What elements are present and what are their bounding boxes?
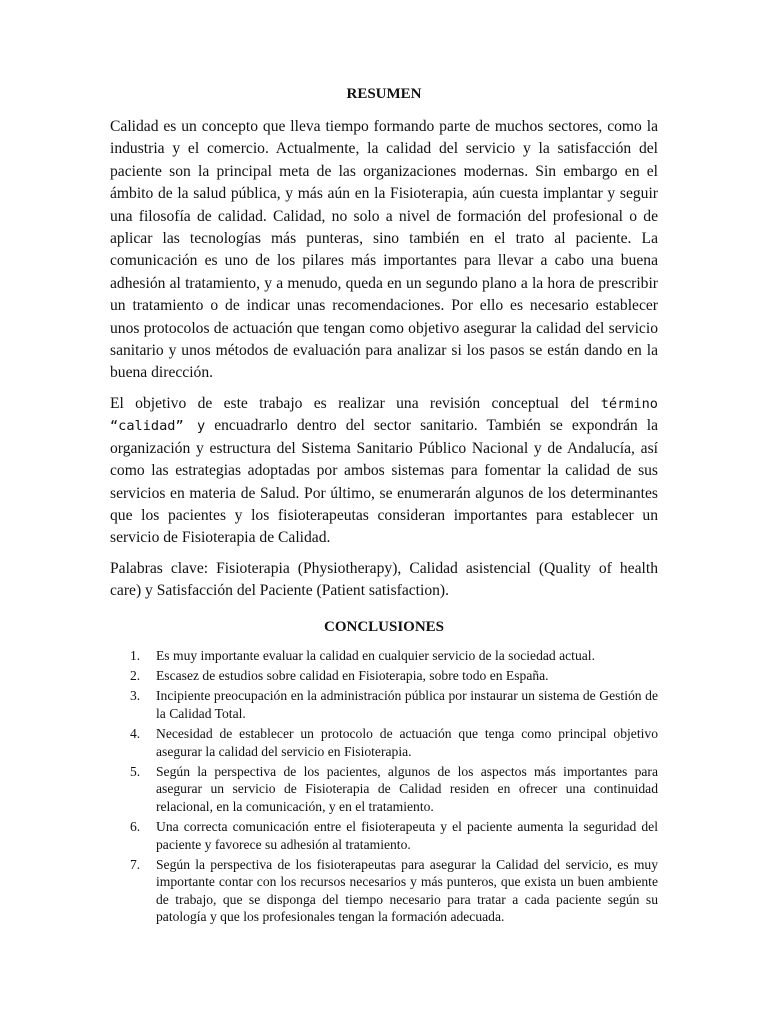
conclusion-number: 2.	[130, 667, 141, 683]
conclusion-number: 5.	[130, 763, 141, 779]
conclusion-text: Según la perspectiva de los fisioterapeutas para asegurar la Calidad del servicio, es muy importante contar con los recursos necesarios y más punteros, que exista un buen ambiente de trabajo, que se disponga del tiempo necesario para tratar a cada paciente según su patología y que los profesionales tengan la formación adecuada.	[156, 857, 658, 925]
conclusions-list	[110, 647, 658, 926]
document-page	[110, 84, 658, 929]
conclusion-text: Necesidad de establecer un protocolo de actuación que tenga como principal objetivo asegurar la calidad del servicio en Fisioterapia.	[156, 726, 658, 759]
conclusion-number: 6.	[130, 819, 141, 835]
conclusion-item	[110, 818, 658, 853]
conclusion-item	[110, 763, 658, 815]
conclusion-number: 1.	[130, 647, 141, 663]
conclusion-text: Incipiente preocupación en la administración pública por instaurar un sistema de Gestión de la Calidad Total.	[156, 688, 658, 721]
conclusiones-heading: CONCLUSIONES	[323, 618, 445, 635]
conclusion-item	[110, 647, 658, 664]
abstract-paragraph-2	[110, 393, 658, 550]
conclusion-number: 7.	[130, 857, 141, 872]
conclusion-item	[110, 667, 658, 684]
abstract-paragraph-1: Calidad es un concepto que lleva tiempo formando parte de muchos sectores, como la industria y el comercio. Actualmente, la calidad del servicio y la satisfacción del paciente son la principal meta de las organizaciones modernas. Sin embargo en el ámbito de la salud pública, y más aún en la Fisioterapia, aún cuesta implantar y seguir una filosofía de calidad. Calidad, no solo a nivel de formación del profesional o de aplicar las tecnologías más punteras, sino también en el trato al paciente. La comunicación es uno de los pilares más importantes para llevar a cabo una buena adhesión al tratamiento, y a menudo, queda en un segundo plano a la hora de prescribir un tratamiento o de indicar unas recomendaciones. Por ello es necesario establecer unos protocolos de actuación que tengan como objetivo asegurar la calidad del servicio sanitario y unos métodos de evaluación para analizar si los pasos se están dando en la buena dirección.	[110, 118, 658, 382]
abstract-paragraph-2-end: encuadrarlo dentro del sector sanitario. También se expondrán la organización y estructura del Sistema Sanitario Público Nacional y de Andalucía, así como las estrategias adoptadas por ambos sistemas para fomentar la calidad de sus servicios en materia de Salud. Por último, se enumerarán algunos de los determinantes que los pacientes y los fisioterapeutas consideran importantes para establecer un servicio de Fisioterapia de Calidad.	[110, 417, 658, 547]
conclusion-item	[110, 725, 658, 760]
conclusion-text: Según la perspectiva de los pacientes, algunos de los aspectos más importantes para asegurar un servicio de Fisioterapia de Calidad residen en ofrecer una continuidad relacional, en la comunicación, y en el tratamiento.	[156, 763, 658, 814]
conclusion-text: Es muy importante evaluar la calidad en cualquier servicio de la sociedad actual.	[156, 647, 595, 663]
conclusion-text: Una correcta comunicación entre el fisioterapeuta y el paciente aumenta la seguridad del paciente y favorece su adhesión al tratamiento.	[156, 819, 658, 852]
conclusion-item	[110, 856, 658, 926]
resumen-heading: RESUMEN	[346, 86, 422, 102]
abstract-paragraph-2-start: El objetivo de este trabajo es realizar una revisión conceptual del	[110, 394, 590, 412]
calidad-term: término “calidad” y	[110, 395, 658, 435]
conclusion-number: 3.	[130, 688, 141, 704]
keywords-paragraph: Palabras clave: Fisioterapia (Physiotherapy), Calidad asistencial (Quality of health care) y Satisfacción del Paciente (Patient satisfaction).	[110, 559, 658, 600]
conclusion-item	[110, 687, 658, 722]
conclusion-number: 4.	[130, 726, 141, 742]
conclusion-text: Escasez de estudios sobre calidad en Fisioterapia, sobre todo en España.	[156, 667, 549, 683]
